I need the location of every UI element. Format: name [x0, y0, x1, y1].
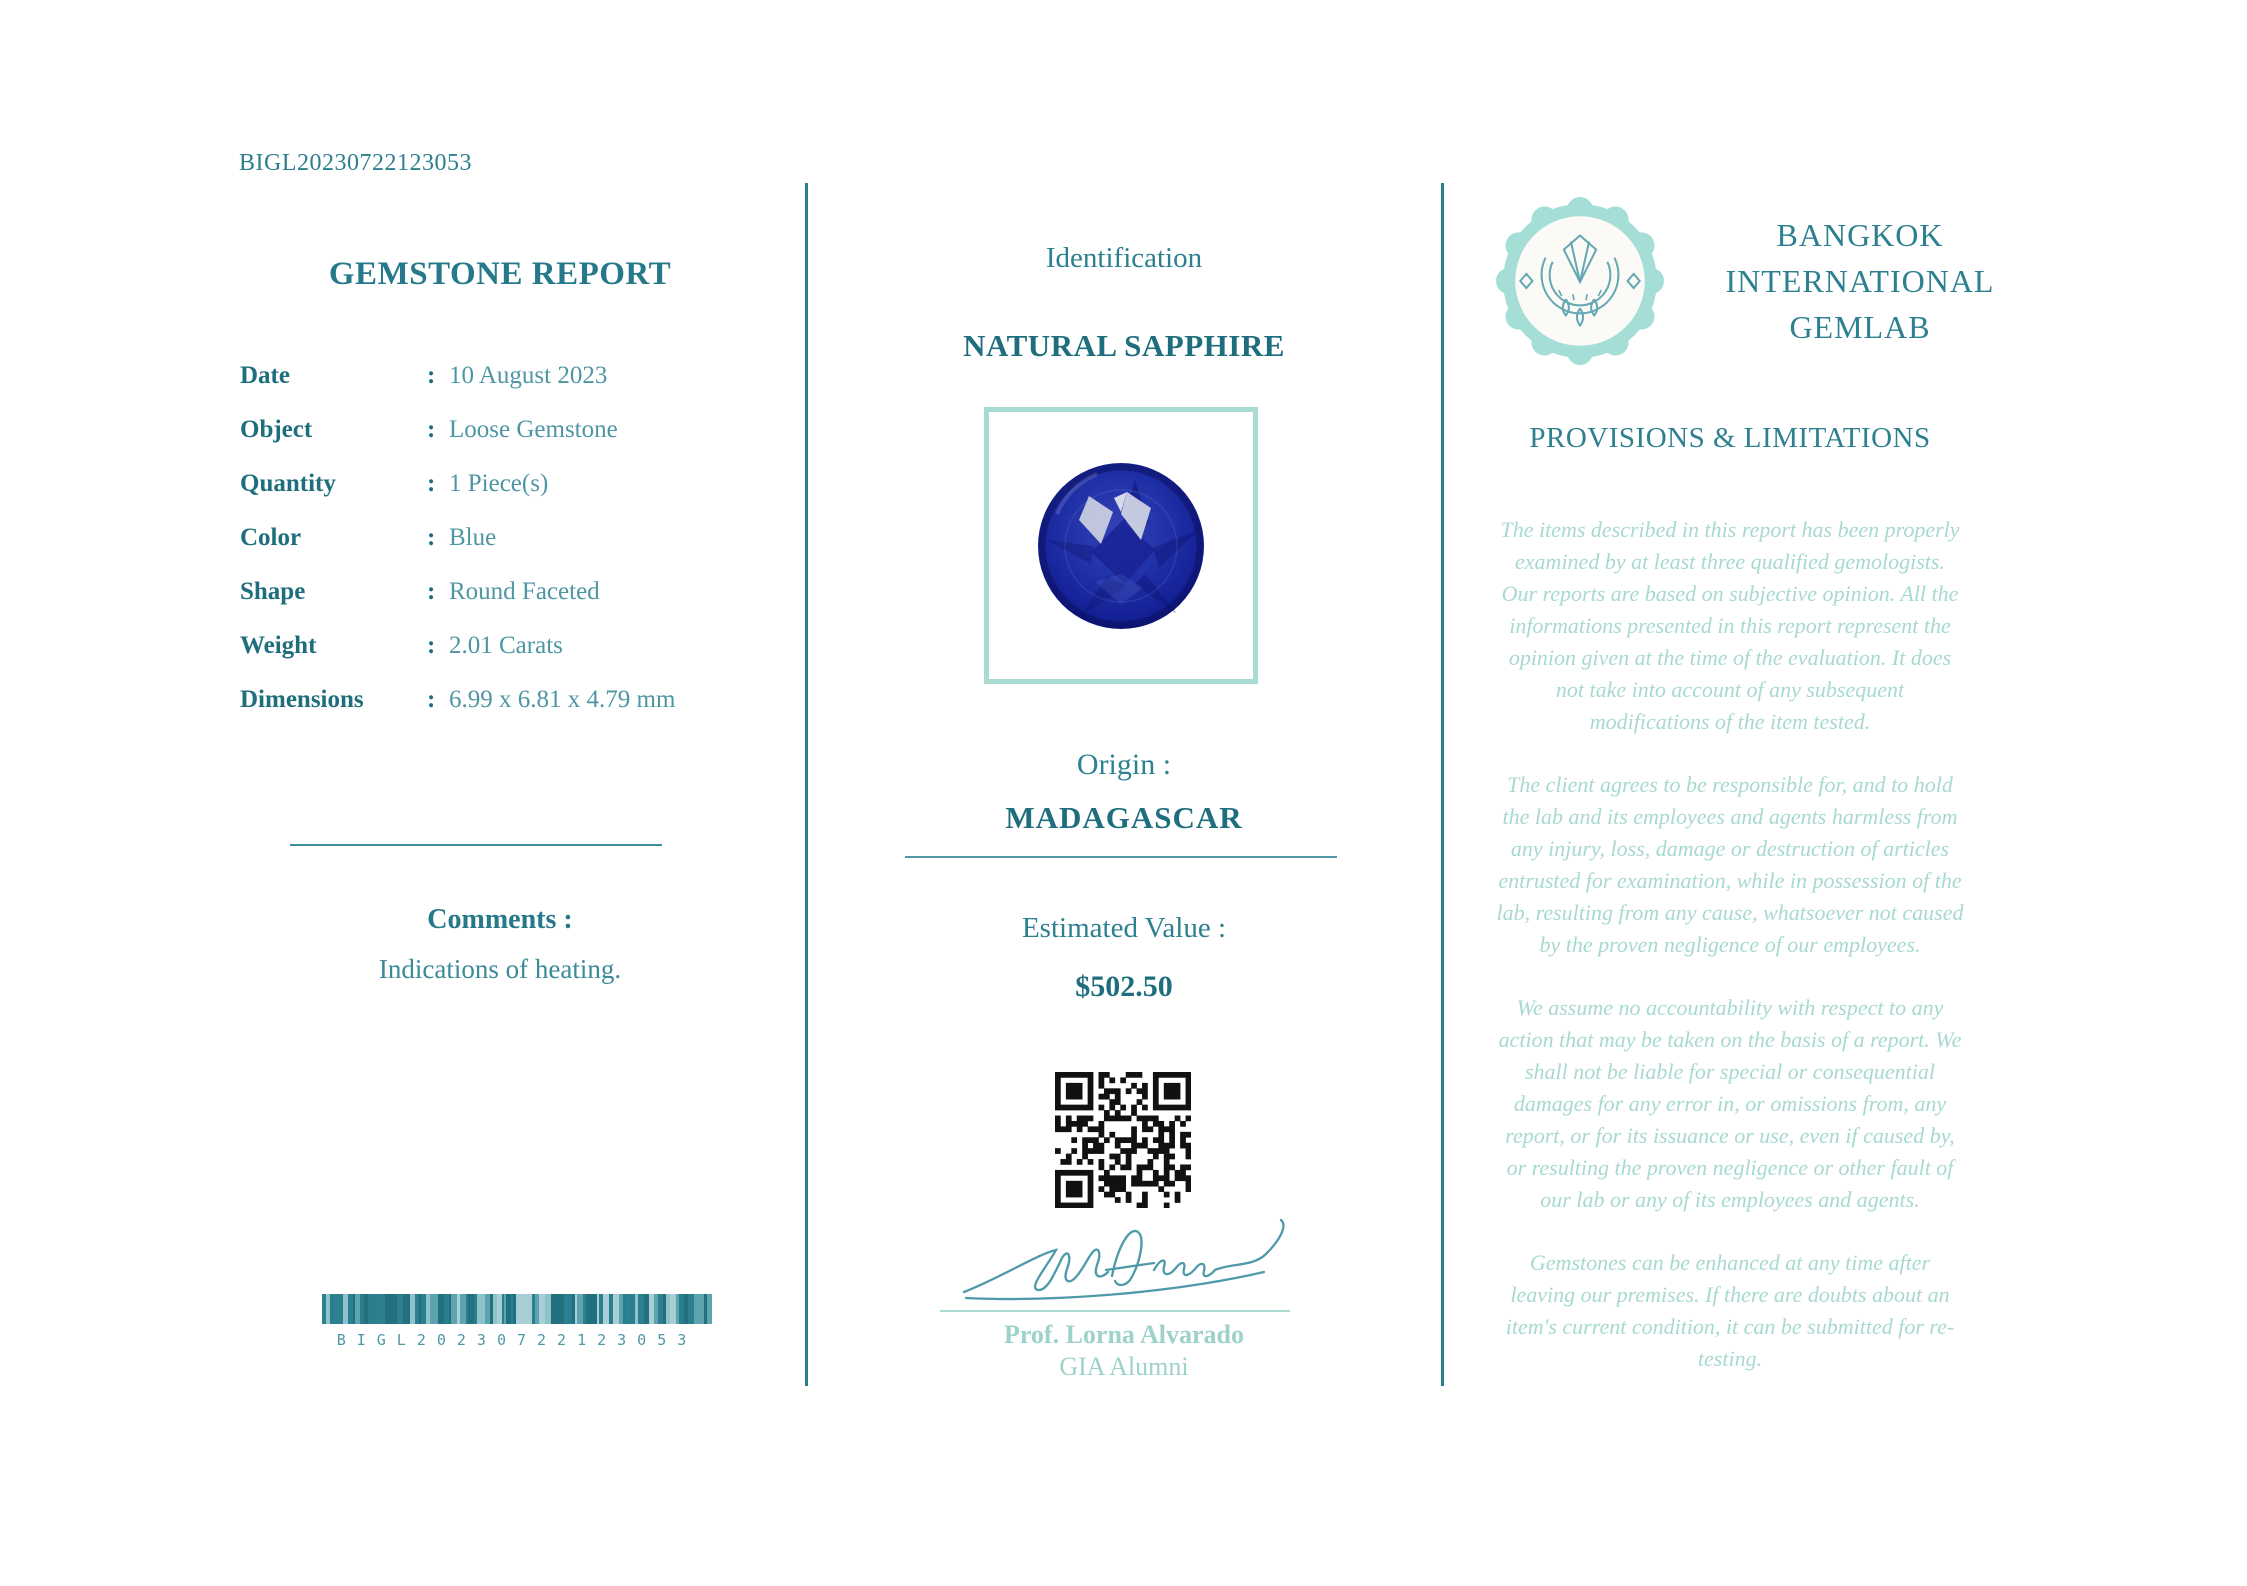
field-row-color: [240, 524, 760, 578]
field-row-dimensions: [240, 686, 760, 740]
estimated-value-amount: $502.50: [1075, 970, 1173, 1003]
middle-section-divider: [905, 856, 1337, 858]
field-label: Object: [240, 416, 313, 443]
origin-label: Origin :: [1076, 748, 1172, 781]
left-section-divider: [290, 844, 662, 846]
species-name: NATURAL SAPPHIRE: [963, 328, 1285, 363]
provisions-paragraph: We assume no accountability with respect to any action that may be taken on the basis of a report. We shall not be liable for special or consequential damages for any error in, or omissions from, any report, or for its issuance or use, even if caused by, or resulting the proven negligence or other fault of our lab or any of its employees and agents.: [1498, 995, 1962, 1212]
qr-code: [1055, 1072, 1191, 1208]
comments-text: Indications of heating.: [378, 954, 622, 984]
field-colon: :: [427, 578, 436, 605]
gemstone-photo-frame: [984, 407, 1258, 684]
field-row-weight: [240, 632, 760, 686]
field-value: 1 Piece(s): [449, 470, 549, 497]
signatory-name: Prof. Lorna Alvarado: [1003, 1320, 1245, 1349]
barcode-image: [322, 1294, 712, 1324]
gemstone-photo: [1037, 462, 1205, 630]
field-value: Blue: [449, 524, 497, 551]
comments-label: Comments :: [427, 904, 573, 935]
provisions-paragraph: The items described in this report has been properly examined by at least three qualified gemologists. Our reports are based on subjective opinion. All the informations presented in this report represent the opinion given at the time of the evaluation. It does not take into account of any subsequent modifications of the item tested.: [1500, 517, 1960, 734]
field-colon: :: [427, 686, 436, 713]
field-colon: :: [427, 362, 436, 389]
field-value: 10 August 2023: [449, 362, 608, 389]
field-label: Weight: [240, 632, 317, 659]
barcode: [322, 1294, 712, 1349]
lab-name-line2: INTERNATIONAL: [1725, 263, 1995, 299]
field-value: 6.99 x 6.81 x 4.79 mm: [449, 686, 676, 713]
field-label: Shape: [240, 578, 306, 605]
lab-logo-icon: [1496, 197, 1664, 365]
lab-name-line3: GEMLAB: [1789, 309, 1931, 345]
provisions-paragraph: Gemstones can be enhanced at any time after leaving our premises. If there are doubts about an item's current condition, it can be submitted for re-testing.: [1505, 1250, 1955, 1371]
signature-line: [940, 1310, 1290, 1312]
field-value: Round Faceted: [449, 578, 600, 605]
signatory-title: GIA Alumni: [1059, 1352, 1189, 1381]
provisions-paragraph: The client agrees to be responsible for, and to hold the lab and its employees and agents harmless from any injury, loss, damage or destruction of articles entrusted for examination, while in possession of the lab, resulting from any cause, whatsoever not caused by the proven negligence of our employees.: [1496, 772, 1964, 957]
signature-image: [958, 1212, 1292, 1310]
field-value: Loose Gemstone: [449, 416, 618, 443]
field-label: Dimensions: [240, 686, 364, 713]
lab-name: [1690, 212, 2030, 350]
field-colon: :: [427, 524, 436, 551]
field-row-shape: [240, 578, 760, 632]
field-colon: :: [427, 632, 436, 659]
report-number: BIGL20230722123053: [239, 150, 472, 176]
estimated-value-label: Estimated Value :: [1021, 912, 1227, 944]
field-row-date: [240, 362, 760, 416]
identification-heading: Identification: [1045, 242, 1203, 274]
field-value: 2.01 Carats: [449, 632, 563, 659]
field-label: Date: [240, 362, 290, 389]
field-row-object: [240, 416, 760, 470]
field-label: Color: [240, 524, 302, 551]
barcode-text: BIGL20230722123053: [336, 1331, 698, 1349]
provisions-text: [1495, 514, 1965, 1406]
field-label: Quantity: [240, 470, 336, 497]
field-colon: :: [427, 470, 436, 497]
report-fields: [240, 362, 760, 740]
field-colon: :: [427, 416, 436, 443]
lab-name-line1: BANGKOK: [1776, 217, 1944, 253]
provisions-heading: PROVISIONS & LIMITATIONS: [1529, 422, 1931, 454]
origin-value: MADAGASCAR: [1005, 800, 1243, 835]
field-row-quantity: [240, 470, 760, 524]
report-title: GEMSTONE REPORT: [328, 256, 672, 292]
